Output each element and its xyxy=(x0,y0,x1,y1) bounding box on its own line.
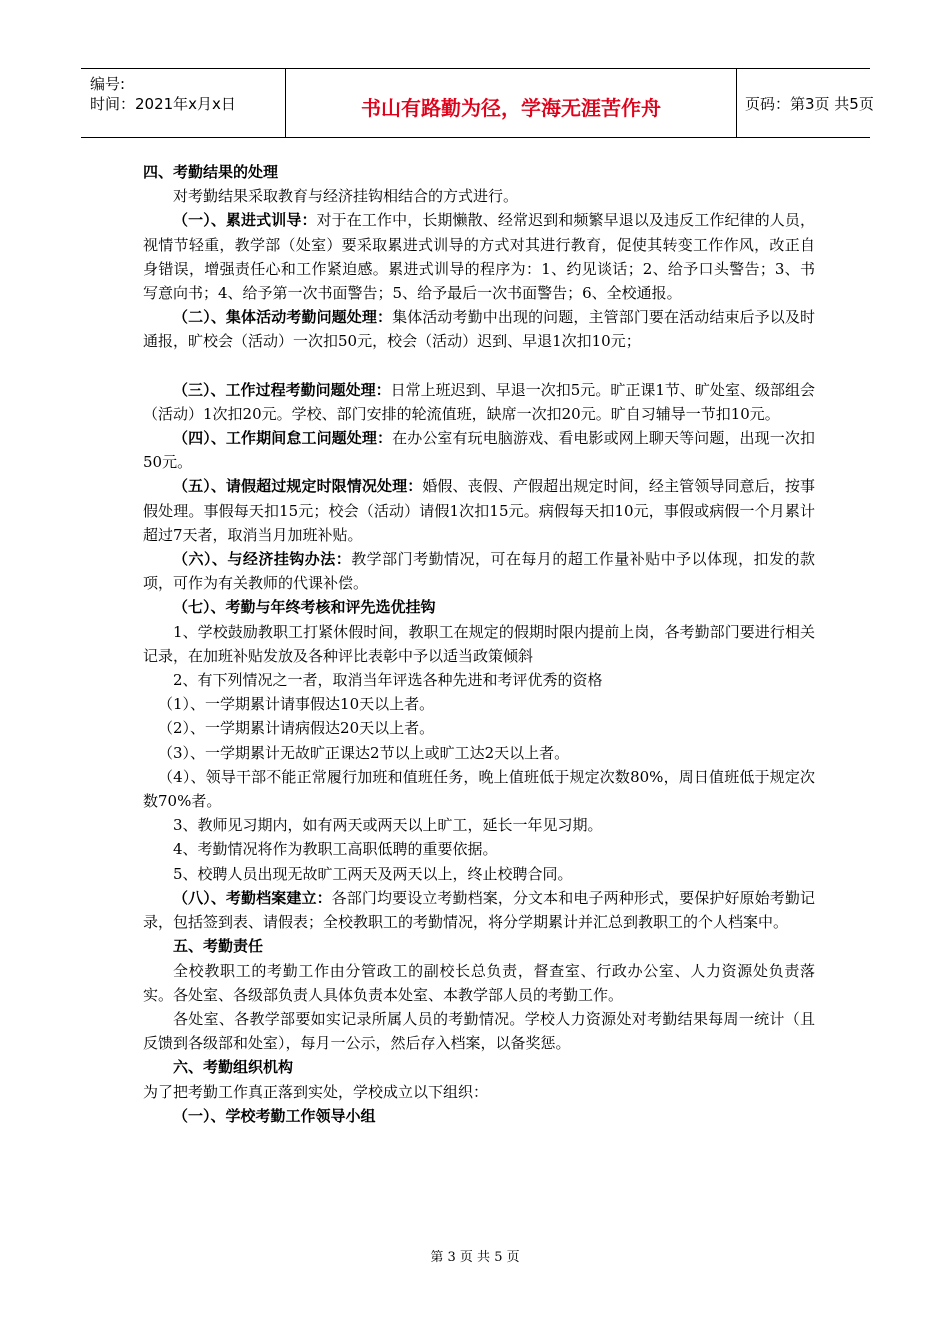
paragraph-8-text: 各部门均要设立考勤档案，分文本和电子两种形式，要保护好原始考勤记录，包括签到表、请假表；全校教职工的考勤情况，将分学期累计并汇总到教职工的个人档案中。 xyxy=(143,888,815,932)
document-number: 编号: xyxy=(90,75,126,93)
page-footer: 第 3 页 共 5 页 xyxy=(430,1250,520,1265)
paragraph-5 xyxy=(143,474,815,547)
paragraph-7-item-3: 3、教师见习期内，如有两天或两天以上旷工，延长一年见习期。 xyxy=(173,816,603,835)
section-4-intro: 对考勤结果采取教育与经济挂钩相结合的方式进行。 xyxy=(173,187,519,206)
paragraph-7-subitem-1: （1）、一学期累计请事假达10天以上者。 xyxy=(158,695,435,714)
paragraph-7-subitem-3: （3）、一学期累计无故旷正课达2节以上或旷工达2天以上者。 xyxy=(158,743,570,762)
paragraph-8 xyxy=(143,886,815,934)
header-meta-cell xyxy=(81,69,285,137)
paragraph-4-text: 在办公室有玩电脑游戏、看电影或网上聊天等问题，出现一次扣50元。 xyxy=(143,429,815,472)
paragraph-5-heading: （五）、请假超过规定时限情况处理： xyxy=(173,477,423,496)
header-motto-cell xyxy=(285,69,737,137)
paragraph-2 xyxy=(143,305,815,353)
section-5-paragraph-2: 各处室、各教学部要如实记录所属人员的考勤情况。学校人力资源处对考勤结果每周一统计（且反馈到各级部和处室），每月一公示，然后存入档案，以备奖惩。 xyxy=(143,1009,815,1053)
paragraph-1 xyxy=(143,208,815,305)
section-5-title: 五、考勤责任 xyxy=(173,937,264,956)
paragraph-6-heading: （六）、与经济挂钩办法： xyxy=(173,550,352,569)
header-motto: 书山有路勤为径，学海无涯苦作舟 xyxy=(361,96,661,120)
paragraph-1-text: 对于在工作中，长期懒散、经常迟到和频繁早退以及违反工作纪律的人员，视情节轻重，教学部（处室）要采取累进式训导的方式对其进行教育，促使其转变工作作风，改正自身错误，增强责任心和工作紧迫感。累进式训导的程序为：1、约见谈话；2、给予口头警告；3、书写意向书；4、给予第一次书面警告；5、给予最后一次书面警告；6、全校通报。 xyxy=(143,211,815,303)
paragraph-8-heading: （八）、考勤档案建立： xyxy=(173,888,332,907)
section-5-paragraph-1: 全校教职工的考勤工作由分管政工的副校长总负责，督查室、行政办公室、人力资源处负责落实。各处室、各级部负责人具体负责本处室、本教学部人员的考勤工作。 xyxy=(143,961,815,1004)
paragraph-3-text: 日常上班迟到、早退一次扣5元。旷正课1节、旷处室、级部组会（活动）1次扣20元。学校、部门安排的轮流值班，缺席一次扣20元。旷自习辅导一节扣10元。 xyxy=(143,380,815,423)
paragraph-2-text: 集体活动考勤中出现的问题，主管部门要在活动结束后予以及时通报，旷校会（活动）一次扣50元，校会（活动）迟到、早退1次扣10元； xyxy=(143,308,815,351)
header-page-cell xyxy=(737,69,874,137)
document-date: 时间：2021年x月x日 xyxy=(90,95,236,113)
paragraph-4 xyxy=(143,426,815,474)
paragraph-7-item-1: 1、学校鼓励教职工打紧休假时间，教职工在规定的假期时限内提前上岗，各考勤部门要进行相关记录，在加班补贴发放及各种评比表彰中予以适当政策倾斜 xyxy=(143,622,815,665)
blank-line xyxy=(143,354,815,378)
document-body xyxy=(143,160,815,1128)
section-4-title: 四、考勤结果的处理 xyxy=(143,163,279,181)
paragraph-7-heading: （七）、考勤与年终考核和评先选优挂钩 xyxy=(173,598,436,617)
section-6-intro: 为了把考勤工作真正落到实处，学校成立以下组织： xyxy=(143,1082,489,1101)
paragraph-6 xyxy=(143,547,815,595)
paragraph-5-text: 婚假、丧假、产假超出规定时间，经主管领导同意后，按事假处理。事假每天扣15元；校会（活动）请假1次扣15元。病假每天扣10元，事假或病假一个月累计超过7天者，取消当月加班补贴。 xyxy=(143,477,815,544)
paragraph-4-heading: （四）、工作期间怠工问题处理： xyxy=(173,429,393,448)
paragraph-7-item-2: 2、有下列情况之一者，取消当年评选各种先进和考评优秀的资格 xyxy=(173,671,603,690)
paragraph-2-heading: （二）、集体活动考勤问题处理： xyxy=(173,308,393,327)
header-page-info: 页码：第3页 共5页 xyxy=(745,95,874,113)
paragraph-1-heading: （一）、累进式训导： xyxy=(173,211,317,230)
paragraph-6-text: 教学部门考勤情况，可在每月的超工作量补贴中予以体现，扣发的款项，可作为有关教师的代课补偿。 xyxy=(143,550,815,593)
page-header xyxy=(81,68,874,138)
paragraph-3-heading: （三）、工作过程考勤问题处理： xyxy=(173,380,391,399)
paragraph-7-item-5: 5、校聘人员出现无故旷工两天及两天以上，终止校聘合同。 xyxy=(173,864,573,883)
paragraph-7-item-4: 4、考勤情况将作为教职工高职低聘的重要依据。 xyxy=(173,840,498,859)
paragraph-3 xyxy=(143,378,815,426)
section-6-title: 六、考勤组织机构 xyxy=(173,1058,294,1077)
paragraph-7-subitem-4: （4）、领导干部不能正常履行加班和值班任务，晚上值班低于规定次数80%，周日值班低于规定次数70%者。 xyxy=(143,767,815,811)
paragraph-7-subitem-2: （2）、一学期累计请病假达20天以上者。 xyxy=(158,719,435,738)
section-6-subtitle-1: （一）、学校考勤工作领导小组 xyxy=(173,1106,376,1125)
